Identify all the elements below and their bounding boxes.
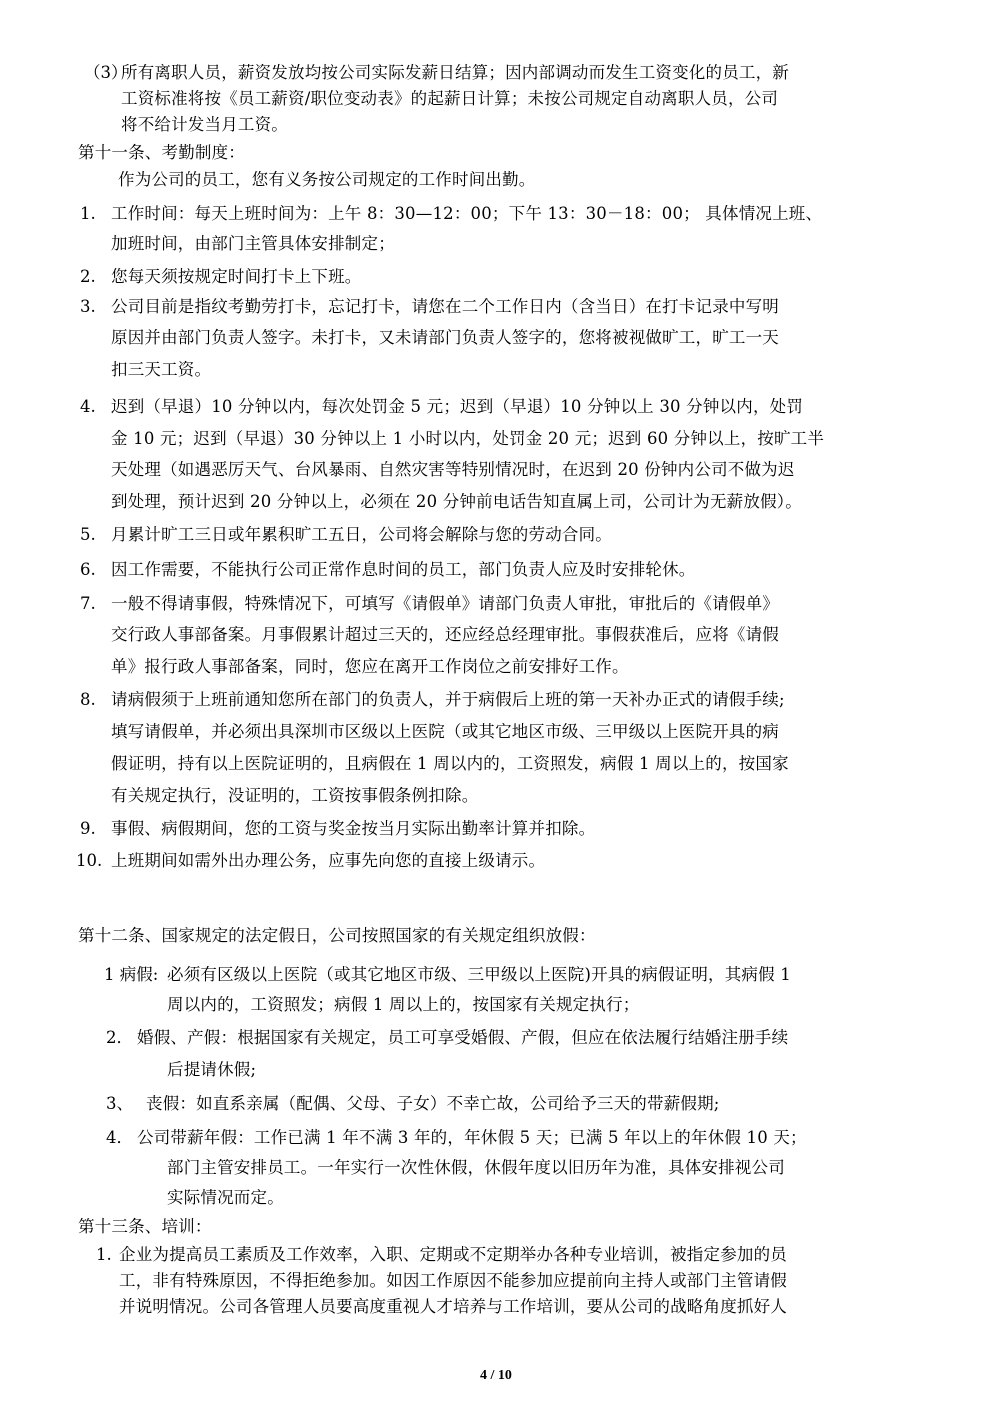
item-number: 9. <box>80 819 96 838</box>
text-line: 金 10 元；迟到（早退）30 分钟以上 1 小时以内，处罚金 20 元；迟到 60 分钟以上，按旷工半 <box>111 429 825 448</box>
item-number: （3） <box>84 63 128 82</box>
text-line: 所有离职人员，薪资发放均按公司实际发薪日结算；因内部调动而发生工资变化的员工，新 <box>121 63 789 82</box>
text-line: 假证明，持有以上医院证明的，且病假在 1 周以内的，工资照发，病假 1 周以上的，按国家 <box>111 754 789 773</box>
text-line: 交行政人事部备案。月事假累计超过三天的，还应经总经理审批。事假获准后，应将《请假 <box>111 625 779 644</box>
intro-text: 作为公司的员工，您有义务按公司规定的工作时间出勤。 <box>118 170 536 189</box>
item-number: 3. <box>80 297 96 316</box>
item-number: 6. <box>80 560 96 579</box>
text-line: 必须有区级以上医院（或其它地区市级、三甲级以上医院)开具的病假证明，其病假 1 <box>167 965 791 984</box>
text-line: 企业为提高员工素质及工作效率，入职、定期或不定期举办各种专业培训，被指定参加的员 <box>119 1245 787 1264</box>
text-line: 加班时间，由部门主管具体安排制定； <box>111 234 395 253</box>
text-line: 有关规定执行，没证明的，工资按事假条例扣除。 <box>111 786 479 805</box>
text-line: 实际情况而定。 <box>167 1188 284 1207</box>
text-line: 原因并由部门负责人签字。未打卡，又未请部门负责人签字的，您将被视做旷工，旷工一天 <box>111 328 779 347</box>
text-line: 月累计旷工三日或年累积旷工五日，公司将会解除与您的劳动合同。 <box>111 525 612 544</box>
item-number: 3、 <box>106 1094 133 1113</box>
text-line: 请病假须于上班前通知您所在部门的负责人，并于病假后上班的第一天补办正式的请假手续; <box>111 690 785 709</box>
item-number: 1. <box>96 1245 112 1264</box>
text-line: 工作时间：每天上班时间为：上午 8：30—12：00；下午 13：30－18：00； 具体情况上班、 <box>111 204 823 223</box>
text-line: 您每天须按规定时间打卡上下班。 <box>111 267 362 286</box>
section-heading: 第十三条、培训： <box>78 1217 212 1236</box>
text-line: 后提请休假; <box>167 1060 257 1079</box>
text-line: 将不给计发当月工资。 <box>121 115 288 134</box>
item-number: 4. <box>80 397 96 416</box>
text-line: 到处理，预计迟到 20 分钟以上，必须在 20 分钟前电话告知直属上司，公司计为无薪放假）。 <box>111 492 802 511</box>
item-number: 8. <box>80 690 96 709</box>
text-line: 上班期间如需外出办理公务，应事先向您的直接上级请示。 <box>111 851 546 870</box>
item-number: 2． <box>106 1028 133 1047</box>
text-line: 公司带薪年假：工作已满 1 年不满 3 年的，年休假 5 天；已满 5 年以上的年休假 10 天； <box>137 1128 807 1147</box>
text-line: 丧假：如直系亲属（配偶、父母、子女）不幸亡故，公司给予三天的带薪假期; <box>146 1094 720 1113</box>
text-line: 因工作需要，不能执行公司正常作息时间的员工，部门负责人应及时安排轮休。 <box>111 560 696 579</box>
text-line: 填写请假单，并必须出具深圳市区级以上医院（或其它地区市级、三甲级以上医院开具的病 <box>111 722 779 741</box>
item-number: 1 病假: <box>104 965 159 984</box>
section-heading: 第十二条、国家规定的法定假日，公司按照国家的有关规定组织放假： <box>78 926 596 945</box>
item-number: 7. <box>80 594 96 613</box>
text-line: 并说明情况。公司各管理人员要高度重视人才培养与工作培训，要从公司的战略角度抓好人 <box>119 1297 787 1316</box>
text-line: 部门主管安排员工。一年实行一次性休假，休假年度以旧历年为准，具体安排视公司 <box>167 1158 785 1177</box>
item-number: 5. <box>80 525 96 544</box>
text-line: 单》报行政人事部备案，同时，您应在离开工作岗位之前安排好工作。 <box>111 657 629 676</box>
section-heading: 第十一条、考勤制度： <box>78 143 245 162</box>
text-line: 天处理（如遇恶厉天气、台风暴雨、自然灾害等特别情况时，在迟到 20 份钟内公司不做为迟 <box>111 460 795 479</box>
text-line: 扣三天工资。 <box>111 360 212 379</box>
item-number: 1. <box>80 204 96 223</box>
item-number: 4． <box>106 1128 133 1147</box>
text-line: 周以内的，工资照发；病假 1 周以上的，按国家有关规定执行； <box>167 995 640 1014</box>
text-line: 工资标准将按《员工薪资/职位变动表》的起薪日计算；未按公司规定自动离职人员，公司 <box>121 89 779 108</box>
page-number: 4 / 10 <box>480 1368 512 1383</box>
text-line: 迟到（早退）10 分钟以内，每次处罚金 5 元；迟到（早退）10 分钟以上 30 分钟以内，处罚 <box>111 397 804 416</box>
text-line: 公司目前是指纹考勤劳打卡，忘记打卡，请您在二个工作日内（含当日）在打卡记录中写明 <box>111 297 779 316</box>
item-number: 10. <box>76 851 103 870</box>
item-number: 2. <box>80 267 96 286</box>
text-line: 工，非有特殊原因，不得拒绝参加。如因工作原因不能参加应提前向主持人或部门主管请假 <box>119 1271 787 1290</box>
text-line: 事假、病假期间，您的工资与奖金按当月实际出勤率计算并扣除。 <box>111 819 596 838</box>
text-line: 一般不得请事假，特殊情况下，可填写《请假单》请部门负责人审批，审批后的《请假单》 <box>111 594 779 613</box>
text-line: 婚假、产假：根据国家有关规定，员工可享受婚假、产假，但应在依法履行结婚注册手续 <box>137 1028 789 1047</box>
